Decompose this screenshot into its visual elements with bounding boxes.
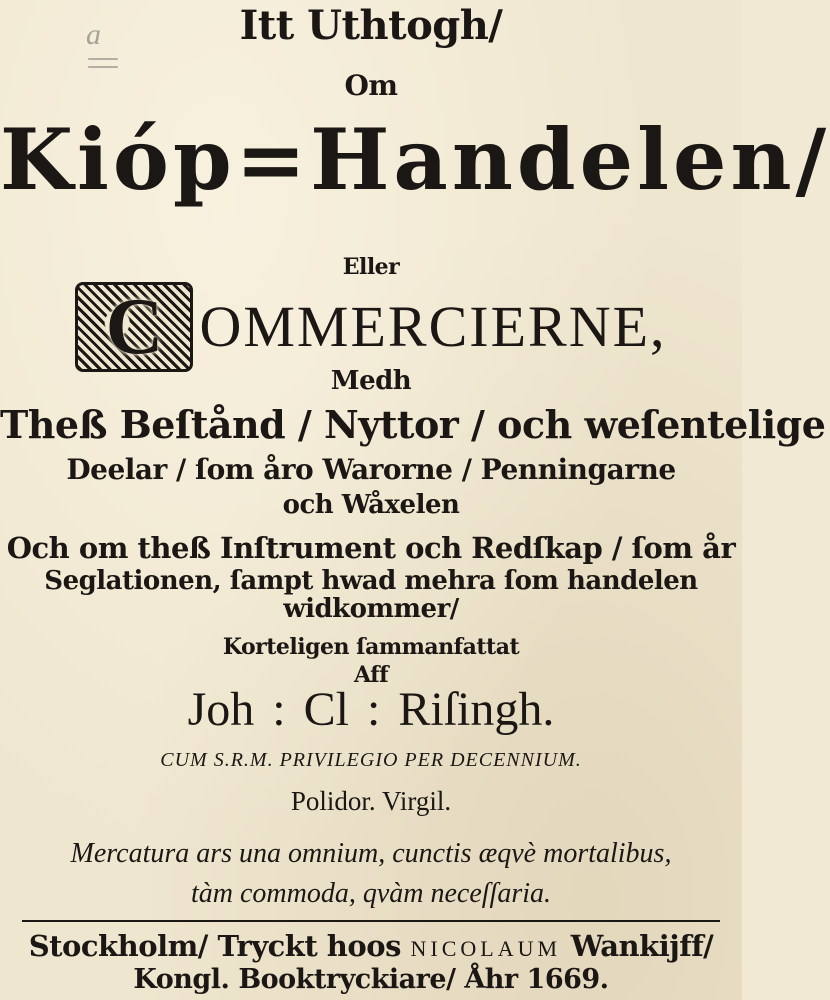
subtitle-line-1: Theß Beſtånd / Nyttor / och weſentelige <box>0 402 826 447</box>
imprint-printer: NICOLAUM <box>410 936 562 961</box>
by-line: Aff <box>353 662 389 688</box>
subtitle-line-6: widkommer/ <box>283 594 459 624</box>
commercierne-word: OMMERCIERNE, <box>199 294 667 359</box>
title-line-medh: Medh <box>330 366 412 396</box>
subtitle-line-3: och Wåxelen <box>282 490 460 520</box>
decorated-initial: C <box>75 282 193 372</box>
compiled-line: Korteligen ſammanfattat <box>222 634 520 660</box>
subtitle-line-5: Seglationen, ſampt hwad mehra ſom handelen <box>44 566 698 596</box>
commercierne-line <box>0 282 742 372</box>
quote-line-2: tàm commoda, qvàm neceſſaria. <box>190 878 552 909</box>
title-line-1: Itt Uthtogh/ <box>239 2 503 49</box>
quote-source: Polidor. Virgil. <box>290 786 452 816</box>
title-line-eller: Eller <box>342 254 400 280</box>
imprint-line-1 <box>0 929 742 963</box>
imprint-line-2: Kongl. Booktryckiare/ Åhr 1669. <box>133 964 609 995</box>
imprint-printer-surname: Wankijff/ <box>570 929 714 963</box>
title-line-2: Om <box>344 69 398 102</box>
quote-line-1: Mercatura ars una omnium, cunctis æqvè mortalibus, <box>70 838 672 869</box>
handwritten-note: a <box>86 18 101 51</box>
subtitle-line-4: Och om theß Inſtrument och Redſkap / ſom år <box>6 531 736 565</box>
privilege-line: CUM S.R.M. PRIVILEGIO PER DECENNIUM. <box>160 749 582 771</box>
divider-rule <box>22 920 720 922</box>
author-name: Joh : Cl : Riſingh. <box>187 683 555 736</box>
imprint-place: Stockholm/ Tryckt hoos <box>28 929 401 963</box>
subtitle-line-2: Deelar / ſom åro Warorne / Penningarne <box>66 453 676 486</box>
main-title: Kióp=Handelen/ <box>0 110 830 209</box>
